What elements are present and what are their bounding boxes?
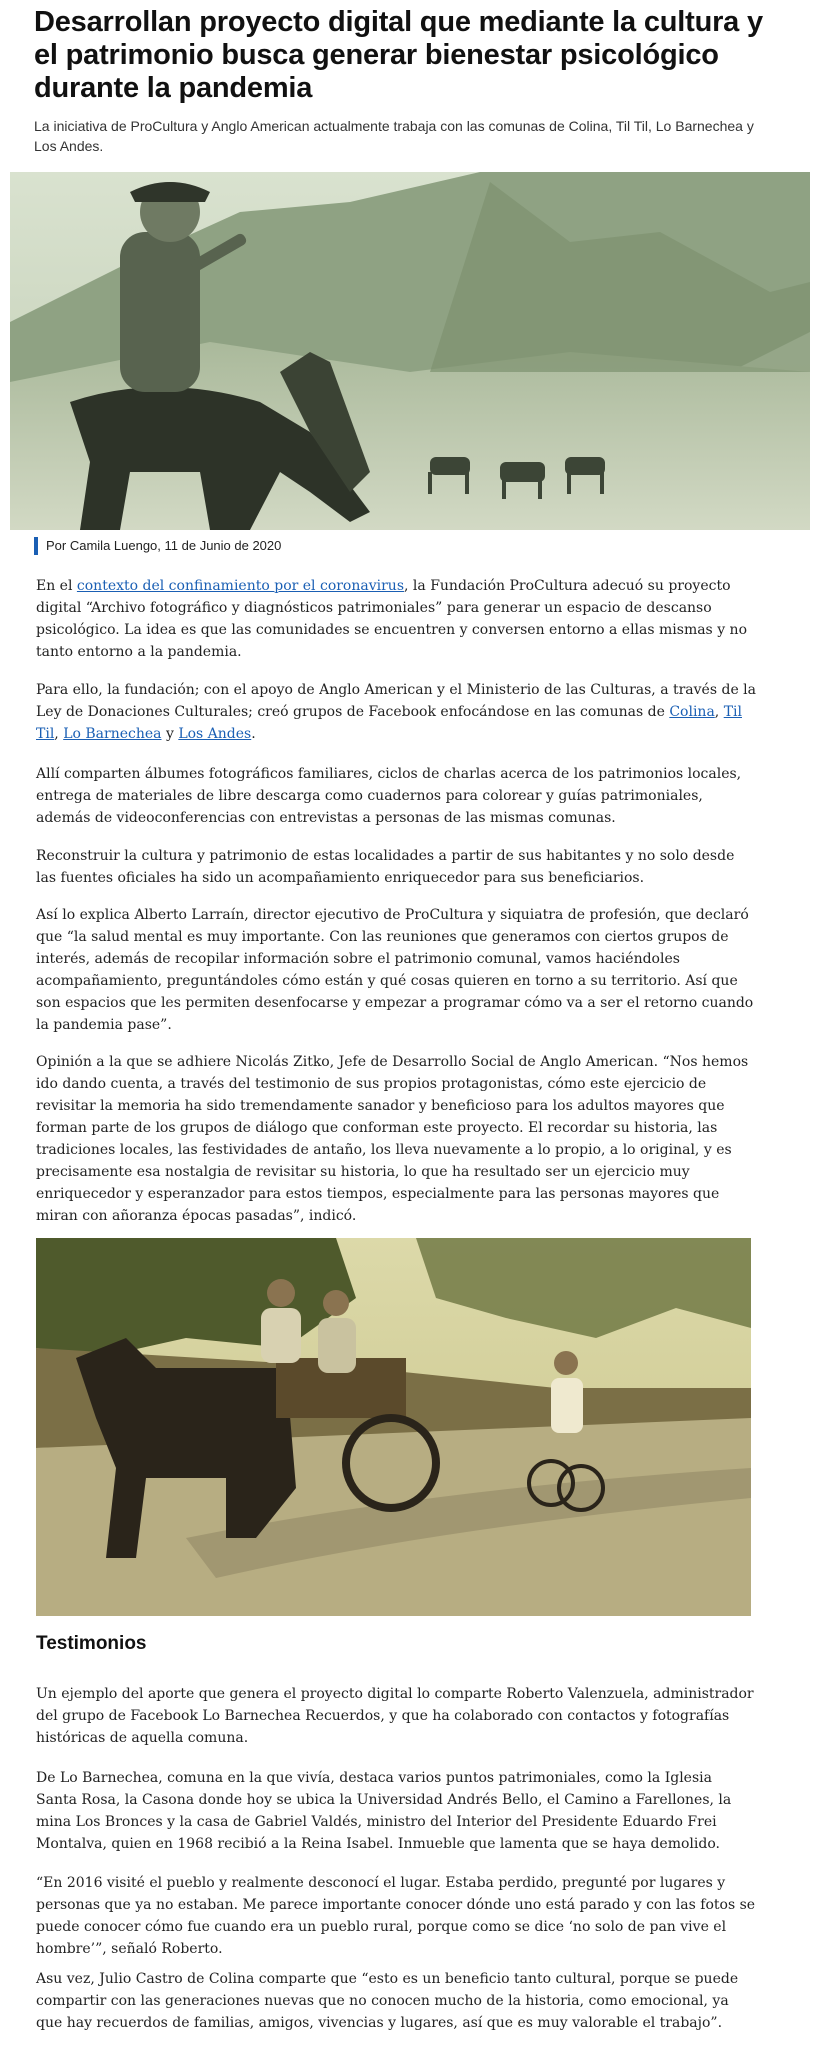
paragraph-9: “En 2016 visité el pueblo y realmente desconocí el lugar. Estaba perdido, pregunté por lugares y personas que ya no estaban. Me parece importante conocer dónde uno está parado y con las fotos se puede conocer cómo fue cuando era un pueblo rural, porque como se dice ‘no solo de pan vive el hombre’”, señaló Roberto.	[36, 1875, 756, 1957]
paragraph-8: De Lo Barnechea, comuna en la que vivía, destaca varios puntos patrimoniales, como la Iglesia Santa Rosa, la Casona donde hoy se ubica la Universidad Andrés Bello, el Camino a Farellones, la mina Los Bronces y la casa de Gabriel Valdés, ministro del Interior del Presidente Eduardo Frei Montalva, quien en 1968 recibió a la Reina Isabel. Inmueble que lamenta que se haya demolido.	[36, 1770, 732, 1852]
article-byline: Por Camila Luengo, 11 de Junio de 2020	[34, 537, 281, 555]
paragraph-10: Asu vez, Julio Castro de Colina comparte que “esto es un beneficio tanto cultural, porque se puede compartir con las generaciones nuevas que no conocen mucho de la historia, como emocional, ya que hay recuerdos de familias, amigos, vivencias y lugares, así que es muy valorable el trabajo”.	[36, 1971, 739, 2031]
link-contexto-confinamiento[interactable]: contexto del confinamiento por el coronavirus	[76, 578, 405, 594]
link-til-til[interactable]: Til Til	[36, 704, 742, 742]
paragraph-7: Un ejemplo del aporte que genera el proyecto digital lo comparte Roberto Valenzuela, administrador del grupo de Facebook Lo Barnechea Recuerdos, y que ha colaborado con contactos y fotografías históricas de aquella comuna.	[36, 1686, 754, 1746]
link-los-andes[interactable]: Los Andes	[178, 726, 252, 742]
photo-horse-cart-cyclist	[36, 1238, 751, 1616]
paragraph-1: En el contexto del confinamiento por el coronavirus, la Fundación ProCultura adecuó su proyecto digital “Archivo fotográfico y diagnósticos patrimoniales” para generar un espacio de descanso psicológico. La idea es que las comunidades se encuentren y conversen entorno a ellas mismas y no tanto entorno a la pandemia.	[36, 578, 747, 660]
article-headline: Desarrollan proyecto digital que mediante la cultura y el patrimonio busca generar bienestar psicológico durante la pandemia	[34, 6, 763, 104]
paragraph-6: Opinión a la que se adhiere Nicolás Zitko, Jefe de Desarrollo Social de Anglo American. “Nos hemos ido dando cuenta, a través del testimonio de sus propios protagonistas, cómo este ejercicio de revisitar la memoria ha sido tremendamente sanador y beneficioso para los adultos mayores que forman parte de los grupos de diálogo que conforman este proyecto. El recordar su historia, las tradiciones locales, las festividades de antaño, los lleva nuevamente a lo propio, a lo original, y es precisamente esa nostalgia de revisitar su historia, lo que ha resultado ser un ejercicio muy enriquecedor y esperanzador para estos tiempos, especialmente para las personas mayores que miran con añoranza épocas pasadas”, indicó.	[36, 1054, 749, 1224]
paragraph-4: Reconstruir la cultura y patrimonio de estas localidades a partir de sus habitantes y no solo desde las fuentes oficiales ha sido un acompañamiento enriquecedor para sus beneficiarios.	[36, 848, 735, 886]
link-lo-barnechea[interactable]: Lo Barnechea	[63, 726, 162, 742]
section-heading-testimonios: Testimonios	[36, 1633, 147, 1654]
paragraph-2: Para ello, la fundación; con el apoyo de Anglo American y el Ministerio de las Culturas, a través de la Ley de Donaciones Culturales; creó grupos de Facebook enfocándose en las comunas de Colina, Til Til, Lo Barnechea y Los Andes.	[36, 682, 757, 742]
hero-photo-mule-rider	[10, 172, 810, 530]
link-colina[interactable]: Colina	[669, 704, 715, 720]
paragraph-3: Allí comparten álbumes fotográficos familiares, ciclos de charlas acerca de los patrimonios locales, entrega de materiales de libre descarga como cuadernos para colorear y guías patrimoniales, además de videoconferencias con entrevistas a personas de las mismas comunas.	[36, 766, 742, 826]
paragraph-5: Así lo explica Alberto Larraín, director ejecutivo de ProCultura y siquiatra de profesión, que declaró que “la salud mental es muy importante. Con las reuniones que generamos con ciertos grupos de interés, además de recopilar información sobre el patrimonio comunal, vamos haciéndoles acompañamiento, preguntándoles cómo están y qué cosas quieren en torno a su territorio. Así que son espacios que les permiten desenfocarse y empezar a programar cómo va a ser el retorno cuando la pandemia pase”.	[36, 907, 754, 1033]
article-subtitle: La iniciativa de ProCultura y Anglo American actualmente trabaja con las comunas de Colina, Til Til, Lo Barnechea y Los Andes.	[34, 118, 754, 154]
